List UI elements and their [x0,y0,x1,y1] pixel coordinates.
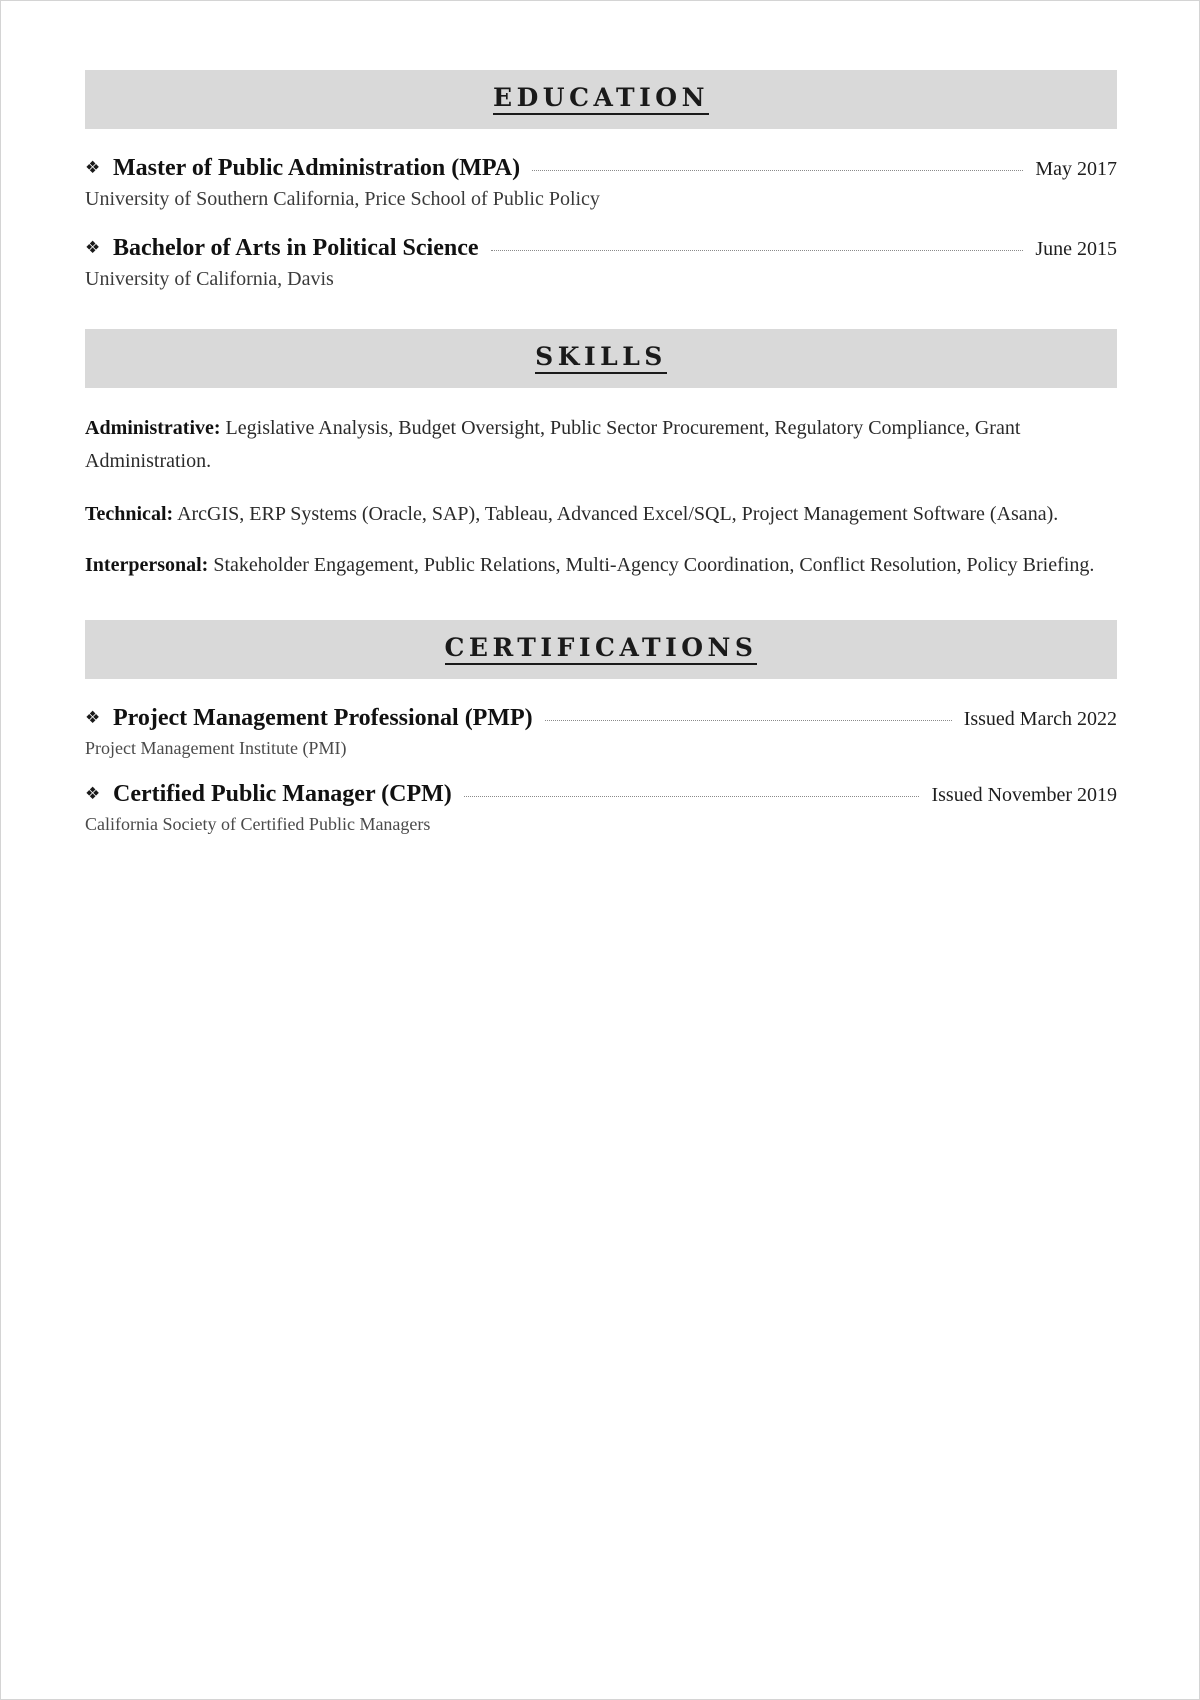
degree-date: May 2017 [1035,158,1117,180]
dotted-leader [545,720,952,721]
dotted-leader [464,796,920,797]
skill-line-administrative [85,412,1117,478]
school-name: University of California, Davis [85,268,334,290]
diamond-bullet-icon: ❖ [85,784,101,804]
education-entry-row [85,235,1117,262]
certification-date: Issued March 2022 [963,708,1117,730]
diamond-bullet-icon: ❖ [85,158,101,178]
education-entry [85,235,1117,291]
degree-date: June 2015 [1035,238,1117,260]
degree-title: Bachelor of Arts in Political Science [113,235,479,261]
resume-content [85,70,1117,835]
dotted-leader [491,250,1024,251]
skill-text: Stakeholder Engagement, Public Relations, Multi-Agency Coordination, Conflict Resolution, Policy Briefing. [213,554,1095,576]
education-section-title: EDUCATION [493,84,709,115]
education-entry-row [85,155,1117,182]
education-entry [85,155,1117,211]
skill-line-technical [85,498,1117,531]
certifications-section-title: CERTIFICATIONS [445,634,758,665]
school-name: University of Southern California, Price School of Public Policy [85,188,600,210]
certification-date: Issued November 2019 [931,784,1117,806]
dotted-leader [532,170,1023,171]
certification-entry [85,705,1117,759]
certifications-section-header [85,620,1117,679]
skill-line-interpersonal [85,549,1117,582]
certification-name: Certified Public Manager (CPM) [113,781,452,807]
degree-title: Master of Public Administration (MPA) [113,155,521,181]
certification-entry-row [85,705,1117,732]
certification-name: Project Management Professional (PMP) [113,705,533,731]
certification-issuer: Project Management Institute (PMI) [85,738,347,758]
skills-section-title: SKILLS [535,343,667,374]
skill-label: Interpersonal: [85,554,209,576]
certification-issuer: California Society of Certified Public Managers [85,814,431,834]
skills-section-header [85,329,1117,388]
skill-text: Legislative Analysis, Budget Oversight, Public Sector Procurement, Regulatory Compliance, Grant Administration. [85,417,1021,472]
education-section-header [85,70,1117,129]
skill-text: ArcGIS, ERP Systems (Oracle, SAP), Tableau, Advanced Excel/SQL, Project Management Software (Asana). [177,503,1059,525]
diamond-bullet-icon: ❖ [85,238,101,258]
certification-entry [85,781,1117,835]
skill-label: Administrative: [85,417,221,439]
skill-label: Technical: [85,503,174,525]
diamond-bullet-icon: ❖ [85,708,101,728]
certification-entry-row [85,781,1117,808]
